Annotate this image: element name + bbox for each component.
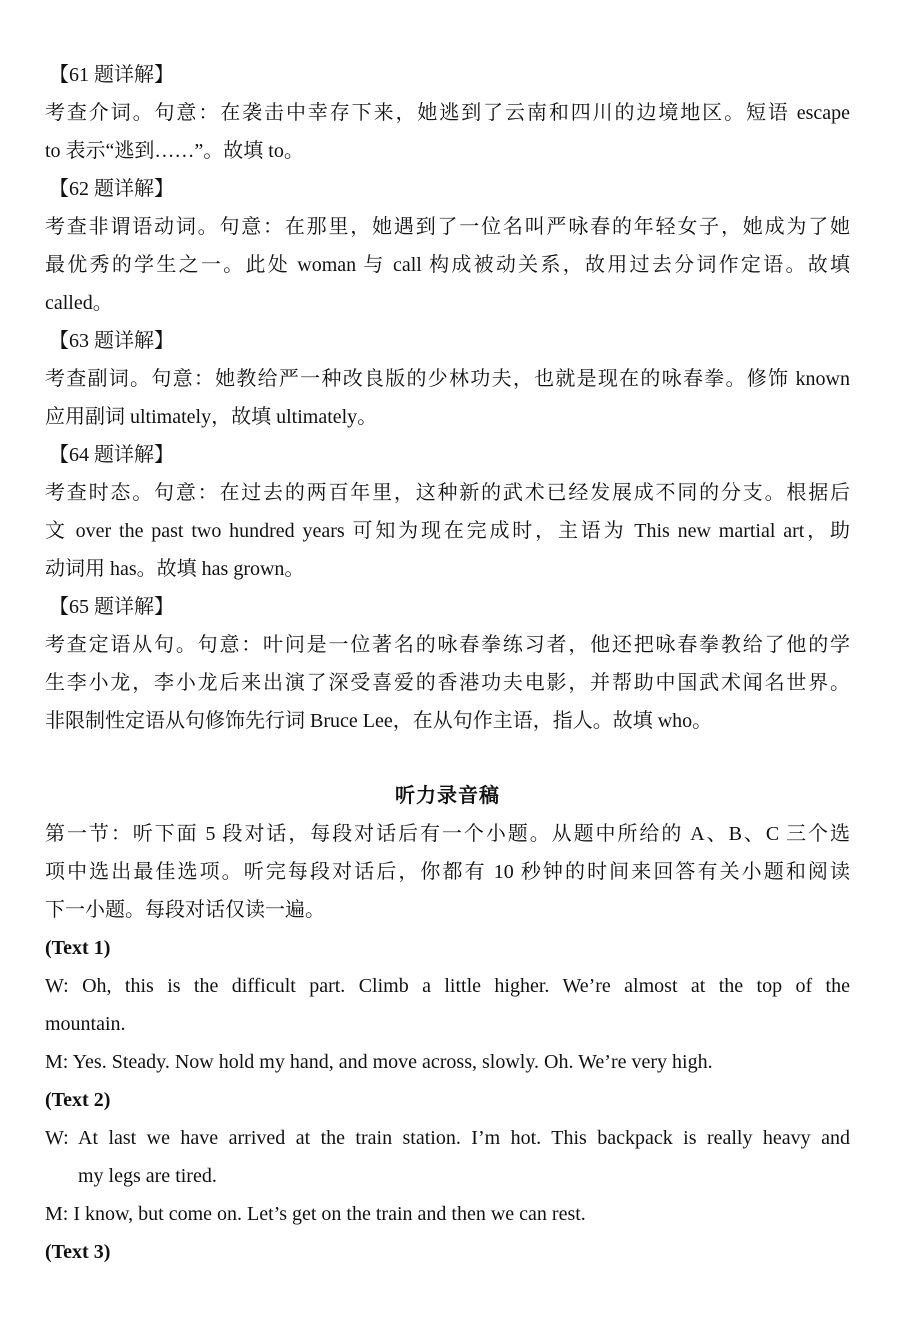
explanation-62-line-2: 最优秀的学生之一。此处 woman 与 call 构成被动关系，故用过去分词作定语。故填 bbox=[45, 254, 850, 276]
text-1-dialogue-1-line-1: W: Oh, this is the difficult part. Climb a little higher. We’re almost at the top of the bbox=[45, 975, 850, 997]
explanation-62-line-1: 考查非谓语动词。句意：在那里，她遇到了一位名叫严咏春的年轻女子，她成为了她 bbox=[45, 216, 850, 238]
explanation-heading-61: 【61 题详解】 bbox=[49, 64, 174, 86]
explanation-61-line-2: to 表示“逃到……”。故填 to。 bbox=[45, 140, 304, 162]
explanation-63-line-2: 应用副词 ultimately，故填 ultimately。 bbox=[45, 406, 378, 428]
explanation-65-line-3: 非限制性定语从句修饰先行词 Bruce Lee，在从句作主语，指人。故填 who。 bbox=[45, 710, 713, 732]
explanation-65-line-2: 生李小龙，李小龙后来出演了深受喜爱的香港功夫电影，并帮助中国武术闻名世界。 bbox=[45, 672, 850, 694]
explanation-64-line-3: 动词用 has。故填 has grown。 bbox=[45, 558, 305, 580]
transcript-intro-line-2: 项中选出最佳选项。听完每段对话后，你都有 10 秒钟的时间来回答有关小题和阅读 bbox=[45, 861, 850, 883]
text-2-dialogue-1-line-1: W: At last we have arrived at the train station. I’m hot. This backpack is really heavy and bbox=[45, 1127, 850, 1149]
explanation-heading-63: 【63 题详解】 bbox=[49, 330, 174, 352]
explanation-heading-65: 【65 题详解】 bbox=[49, 596, 174, 618]
explanation-63-line-1: 考查副词。句意：她教给严一种改良版的少林功夫，也就是现在的咏春拳。修饰 known bbox=[45, 368, 850, 390]
text-3-label: (Text 3) bbox=[45, 1241, 111, 1263]
text-1-dialogue-2-line-1: M: Yes. Steady. Now hold my hand, and move across, slowly. Oh. We’re very high. bbox=[45, 1051, 713, 1073]
explanation-62-line-3: called。 bbox=[45, 292, 113, 314]
text-2-dialogue-1-line-2: my legs are tired. bbox=[78, 1165, 217, 1187]
explanation-65-line-1: 考查定语从句。句意：叶问是一位著名的咏春拳练习者，他还把咏春拳教给了他的学 bbox=[45, 634, 850, 656]
text-1-dialogue-1-line-2: mountain. bbox=[45, 1013, 126, 1035]
transcript-title: 听力录音稿 bbox=[395, 785, 500, 807]
explanation-61-line-1: 考查介词。句意：在袭击中幸存下来，她逃到了云南和四川的边境地区。短语 escape bbox=[45, 102, 850, 124]
explanation-heading-64: 【64 题详解】 bbox=[49, 444, 174, 466]
text-2-label: (Text 2) bbox=[45, 1089, 111, 1111]
document-page bbox=[45, 56, 850, 1271]
explanation-64-line-1: 考查时态。句意：在过去的两百年里，这种新的武术已经发展成不同的分支。根据后 bbox=[45, 482, 850, 504]
section-gap bbox=[45, 740, 850, 777]
explanation-heading-62: 【62 题详解】 bbox=[49, 178, 174, 200]
explanation-64-line-2: 文 over the past two hundred years 可知为现在完成时，主语为 This new martial art，助 bbox=[45, 520, 850, 542]
transcript-intro-line-3: 下一小题。每段对话仅读一遍。 bbox=[45, 899, 325, 921]
text-2-dialogue-2-line-1: M: I know, but come on. Let’s get on the train and then we can rest. bbox=[45, 1203, 586, 1225]
text-1-label: (Text 1) bbox=[45, 937, 111, 959]
transcript-intro-line-1: 第一节：听下面 5 段对话，每段对话后有一个小题。从题中所给的 A、B、C 三个选 bbox=[45, 823, 850, 845]
